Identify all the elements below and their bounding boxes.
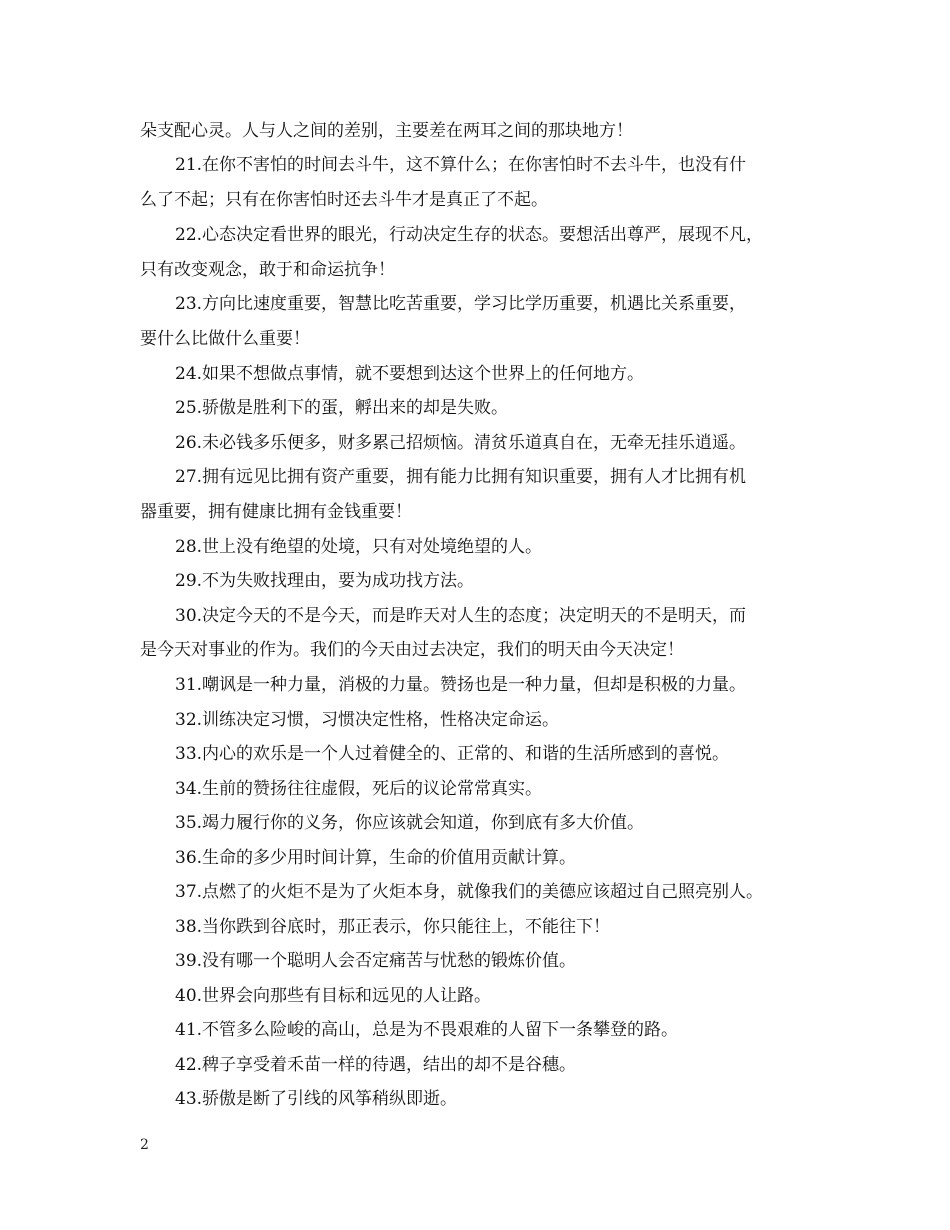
text-line: 32.训练决定习惯，习惯决定性格，性格决定命运。 [175,710,560,730]
text-line: 40.世界会向那些有目标和远见的人让路。 [175,986,492,1006]
text-line: 30.决定今天的不是今天，而是昨天对人生的态度；决定明天的不是明天，而 [175,606,747,626]
text-line: 24.如果不想做点事情，就不要想到达这个世界上的任何地方。 [175,364,645,384]
text-line: 只有改变观念，敢于和命运抗争！ [140,260,395,280]
text-line: 么了不起；只有在你害怕时还去斗牛才是真正了不起。 [140,190,548,210]
text-line: 36.生命的多少用时间计算，生命的价值用贡献计算。 [175,848,577,868]
text-line: 22.心态决定看世界的眼光，行动决定生存的状态。要想活出尊严，展现不凡， [175,225,764,245]
text-line: 器重要，拥有健康比拥有金钱重要！ [140,502,412,522]
page-number: 2 [140,1137,149,1153]
text-line: 23.方向比速度重要，智慧比吃苦重要，学习比学历重要，机遇比关系重要， [175,294,747,314]
text-line: 42.稗子享受着禾苗一样的待遇，结出的却不是谷穗。 [175,1055,577,1075]
text-line: 29.不为失败找理由，要为成功找方法。 [175,571,475,591]
text-line: 27.拥有远见比拥有资产重要，拥有能力比拥有知识重要，拥有人才比拥有机 [175,467,747,487]
text-line: 28.世上没有绝望的处境，只有对处境绝望的人。 [175,537,543,557]
text-line: 25.骄傲是胜利下的蛋，孵出来的却是失败。 [175,398,509,418]
text-line: 要什么比做什么重要！ [140,329,310,349]
text-line: 38.当你跌到谷底时，那正表示，你只能往上，不能往下！ [175,917,611,937]
text-line: 37.点燃了的火炬不是为了火炬本身，就像我们的美德应该超过自己照亮别人。 [175,882,764,902]
text-line: 33.内心的欢乐是一个人过着健全的、正常的、和谐的生活所感到的喜悦。 [175,744,730,764]
text-line: 34.生前的赞扬往往虚假，死后的议论常常真实。 [175,779,543,799]
text-line: 31.嘲讽是一种力量，消极的力量。赞扬也是一种力量，但却是积极的力量。 [175,675,747,695]
text-line: 43.骄傲是断了引线的风筝稍纵即逝。 [175,1089,458,1109]
text-line: 21.在你不害怕的时间去斗牛，这不算什么；在你害怕时不去斗牛，也没有什 [175,155,747,175]
text-line: 26.未必钱多乐便多，财多累己招烦恼。清贫乐道真自在，无牵无挂乐逍遥。 [175,433,747,453]
text-line: 35.竭力履行你的义务，你应该就会知道，你到底有多大价值。 [175,813,645,833]
text-line: 41.不管多么险峻的高山，总是为不畏艰难的人留下一条攀登的路。 [175,1020,679,1040]
text-line: 39.没有哪一个聪明人会否定痛苦与忧愁的锻炼价值。 [175,951,577,971]
text-line: 是今天对事业的作为。我们的今天由过去决定，我们的明天由今天决定！ [140,640,684,660]
text-line: 朵支配心灵。人与人之间的差别，主要差在两耳之间的那块地方！ [140,121,633,141]
